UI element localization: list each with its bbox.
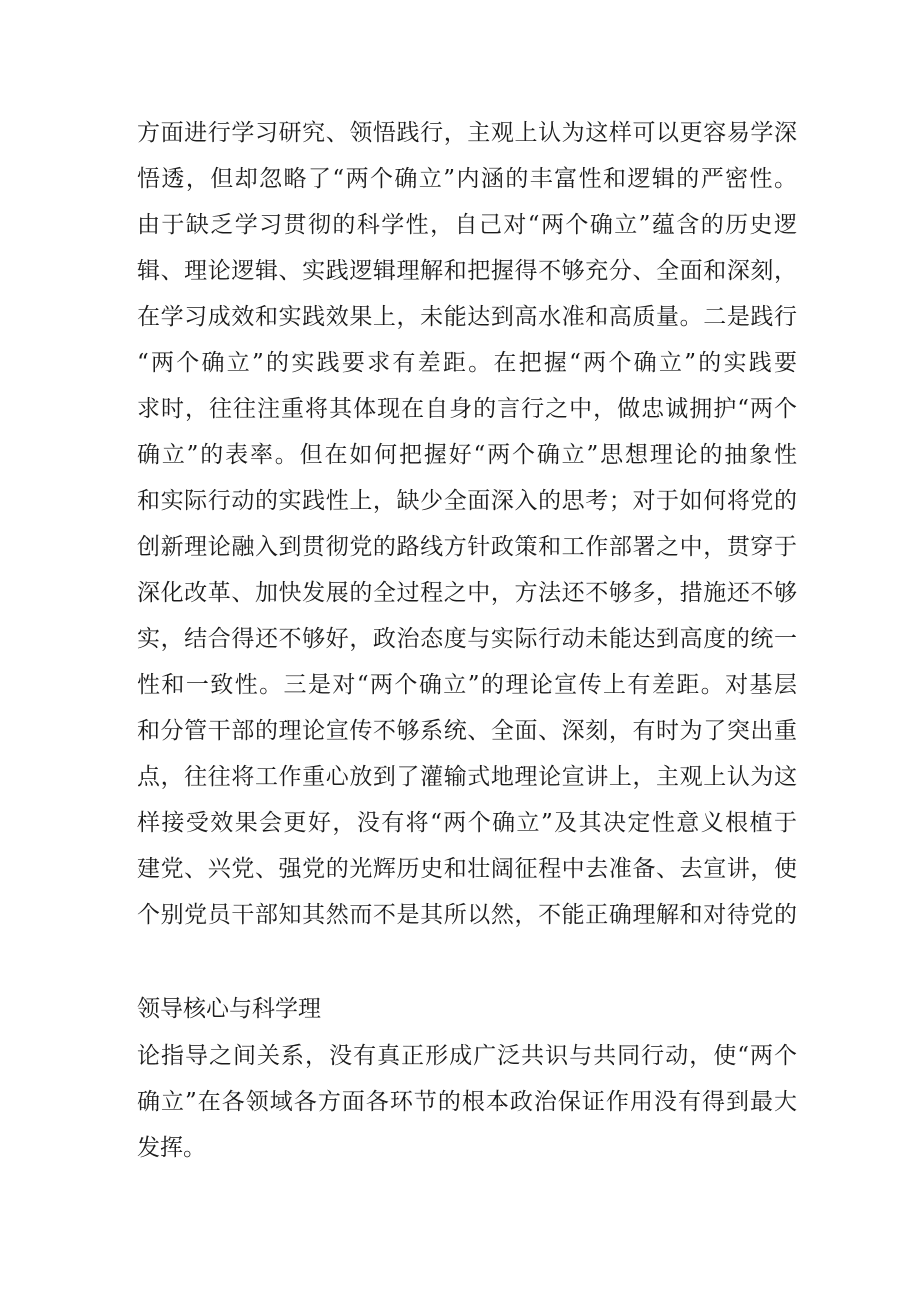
text-line: “两个确立”的实践要求有差距。在把握“两个确立”的实践要 bbox=[137, 350, 797, 376]
text-line: 样接受效果会更好，没有将“两个确立”及其决定性意义根植于 bbox=[137, 810, 797, 836]
text-line: 性和一致性。三是对“两个确立”的理论宣传上有差距。对基层 bbox=[137, 672, 797, 698]
text-line: 悟透，但却忽略了“两个确立”内涵的丰富性和逻辑的严密性。 bbox=[137, 166, 797, 192]
text-line: 深化改革、加快发展的全过程之中，方法还不够多，措施还不够 bbox=[137, 580, 797, 606]
text-line: 论指导之间关系，没有真正形成广泛共识与共同行动，使“两个 bbox=[137, 1043, 797, 1069]
text-line: 领导核心与科学理 bbox=[137, 996, 321, 1022]
text-line: 创新理论融入到贯彻党的路线方针政策和工作部署之中，贯穿于 bbox=[137, 534, 797, 560]
text-line: 建党、兴党、强党的光辉历史和壮阔征程中去准备、去宣讲，使 bbox=[137, 856, 797, 882]
text-line: 个别党员干部知其然而不是其所以然，不能正确理解和对待党的 bbox=[137, 902, 797, 928]
text-line: 由于缺乏学习贯彻的科学性，自己对“两个确立”蕴含的历史逻 bbox=[137, 212, 797, 238]
text-line: 求时，往往注重将其体现在自身的言行之中，做忠诚拥护“两个 bbox=[137, 396, 797, 422]
text-line: 方面进行学习研究、领悟践行，主观上认为这样可以更容易学深 bbox=[137, 120, 797, 146]
text-line: 确立”的表率。但在如何把握好“两个确立”思想理论的抽象性 bbox=[137, 442, 797, 468]
text-line: 发挥。 bbox=[137, 1135, 206, 1161]
text-line: 和分管干部的理论宣传不够系统、全面、深刻，有时为了突出重 bbox=[137, 718, 797, 744]
text-line: 和实际行动的实践性上，缺少全面深入的思考；对于如何将党的 bbox=[137, 488, 797, 514]
text-line: 确立”在各领域各方面各环节的根本政治保证作用没有得到最大 bbox=[137, 1089, 797, 1115]
text-line: 实，结合得还不够好，政治态度与实际行动未能达到高度的统一 bbox=[137, 626, 797, 652]
text-line: 辑、理论逻辑、实践逻辑理解和把握得不够充分、全面和深刻， bbox=[137, 258, 797, 284]
text-line: 点，往往将工作重心放到了灌输式地理论宣讲上，主观上认为这 bbox=[137, 764, 797, 790]
text-line: 在学习成效和实践效果上，未能达到高水准和高质量。二是践行 bbox=[137, 304, 797, 330]
